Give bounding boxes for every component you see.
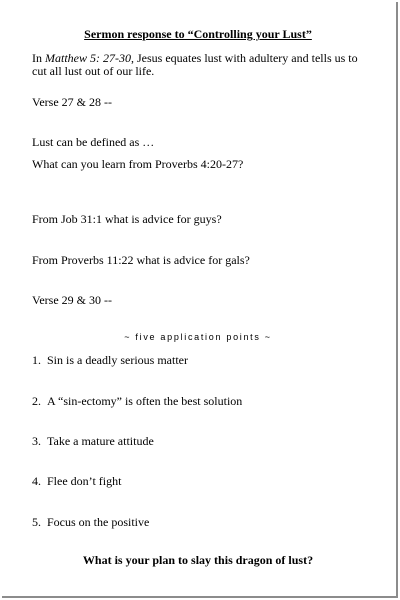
point-number: 4. [32, 474, 41, 488]
point-text: Focus on the positive [47, 515, 150, 529]
point-text: Sin is a deadly serious matter [47, 353, 188, 367]
application-point [32, 434, 154, 448]
document-title: Sermon response to “Controlling your Lust” [84, 27, 312, 41]
intro-rest: , Jesus equates lust with adultery and tells us to cut all lust out of our life. [32, 51, 358, 78]
application-point [32, 515, 149, 529]
closing-question: What is your plan to slay this dragon of lust? [82, 553, 314, 567]
point-number: 2. [32, 394, 41, 408]
intro-prefix: In [32, 51, 45, 65]
point-number: 1. [32, 353, 41, 367]
prompt-verse-27-28: Verse 27 & 28 -- [32, 95, 112, 109]
point-text: Flee don’t fight [47, 474, 122, 488]
application-point [32, 474, 121, 488]
prompt-lust-definition: Lust can be defined as … [32, 135, 155, 149]
point-number: 5. [32, 515, 41, 529]
application-point [32, 353, 188, 367]
point-text: Take a mature attitude [47, 434, 154, 448]
application-point [32, 394, 242, 408]
prompt-proverbs-11: From Proverbs 11:22 what is advice for gals? [32, 253, 250, 267]
scripture-reference: Matthew 5: 27-30 [45, 51, 131, 65]
prompt-verse-29-30: Verse 29 & 30 -- [32, 293, 112, 307]
point-text: A “sin-ectomy” is often the best solution [47, 394, 243, 408]
prompt-job-31: From Job 31:1 what is advice for guys? [32, 212, 222, 226]
application-points-heading: ~ five application points ~ [124, 332, 272, 342]
prompt-proverbs-4: What can you learn from Proverbs 4:20-27? [32, 157, 244, 171]
point-number: 3. [32, 434, 41, 448]
intro-paragraph [32, 52, 372, 78]
